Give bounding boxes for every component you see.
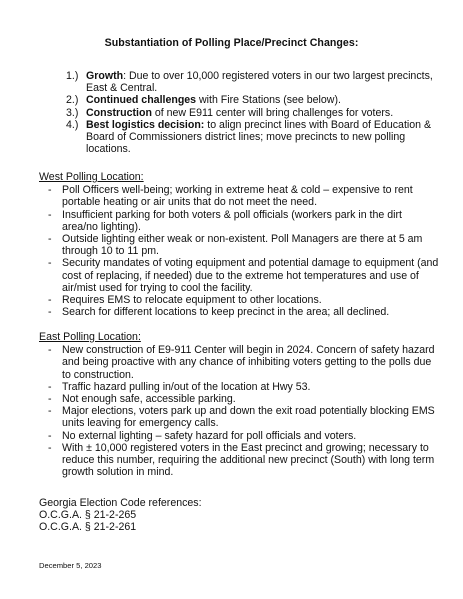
bullet-text: Poll Officers well-being; working in extreme heat & cold – expensive to rent portable heating or air units that do not meet the need.: [62, 184, 413, 209]
bullet-text: New construction of E9-911 Center will begin in 2024. Concern of safety hazard and being proactive with any chance of inhibiting voters getting to the polls due to construction.: [62, 344, 435, 381]
east-bullet-1: [39, 344, 439, 381]
west-bullet-5: [39, 294, 439, 306]
bullet-dash: -: [48, 441, 52, 454]
bullet-dash: -: [48, 208, 52, 221]
bullet-dash: -: [48, 306, 52, 319]
bullet-dash: -: [48, 233, 52, 246]
reason-number: 2.): [66, 94, 79, 107]
reason-item-2: [66, 94, 436, 106]
document-date: December 5, 2023: [39, 561, 102, 570]
reason-keyword: Growth: [86, 70, 124, 82]
bullet-text: Outside lighting either weak or non-existent. Poll Managers are there at 5 am through 10 to 11 pm.: [62, 233, 423, 258]
east-bullet-4: [39, 405, 439, 429]
reason-text: : Due to over 10,000 registered voters in our two largest precincts, East & Central.: [86, 70, 433, 95]
east-bullet-2: [39, 381, 439, 393]
bullet-text: Not enough safe, accessible parking.: [62, 393, 236, 406]
bullet-text: Security mandates of voting equipment and potential damage to equipment (and cost of replacing, if needed) due to the extreme hot temperatures and use of air/mist used for trying to cool the facility.: [62, 257, 439, 294]
bullet-text: With ± 10,000 registered voters in the East precinct and growing; necessary to reduce this number, requiring the additional new precinct (South) with long term growth solution in mind.: [62, 441, 435, 479]
reason-item-3: [66, 107, 436, 119]
references-heading: Georgia Election Code references:: [39, 497, 202, 509]
east-bullet-5: [39, 430, 439, 442]
west-section-heading: West Polling Location:: [39, 171, 144, 183]
east-section-heading: East Polling Location:: [39, 331, 141, 343]
reason-text: of new E911 center will bring challenges for voters.: [151, 106, 394, 119]
reasons-list: [66, 70, 436, 155]
bullet-text: Insufficient parking for both voters & poll officials (workers park in the dirt area/no lighting).: [62, 208, 402, 233]
east-polling-section: [39, 331, 439, 478]
reason-item-1: [66, 70, 436, 94]
page-title: Substantiation of Polling Place/Precinct Changes:: [104, 37, 359, 49]
west-bullet-1: [39, 184, 439, 208]
east-bullet-6: [39, 442, 439, 479]
reason-keyword: Continued challenges: [86, 94, 197, 107]
bullet-dash: -: [48, 380, 52, 393]
bullet-text: Traffic hazard pulling in/out of the location at Hwy 53.: [62, 380, 311, 393]
bullet-text: Search for different locations to keep precinct in the area; all declined.: [62, 306, 390, 319]
bullet-text: Major elections, voters park up and down the exit road potentially blocking EMS units leaving for emergency calls.: [62, 405, 435, 430]
reference-item: O.C.G.A. § 21-2-265: [39, 509, 137, 522]
west-bullet-4: [39, 257, 439, 294]
west-polling-section: [39, 171, 439, 318]
bullet-dash: -: [48, 294, 52, 307]
bullet-text: Requires EMS to relocate equipment to other locations.: [62, 294, 322, 307]
reason-number: 1.): [66, 70, 79, 82]
bullet-dash: -: [48, 257, 52, 270]
west-bullet-6: [39, 306, 439, 318]
west-bullet-3: [39, 233, 439, 257]
east-bullet-3: [39, 393, 439, 405]
reason-keyword: Construction: [86, 106, 152, 119]
election-code-references: [39, 497, 202, 534]
reason-keyword: Best logistics decision:: [86, 118, 205, 131]
bullet-dash: -: [48, 405, 52, 418]
bullet-dash: -: [48, 429, 52, 442]
reason-text: with Fire Stations (see below).: [196, 94, 341, 107]
bullet-dash: -: [48, 344, 52, 357]
reason-number: 4.): [66, 118, 79, 131]
bullet-dash: -: [48, 184, 52, 197]
bullet-text: No external lighting – safety hazard for poll officials and voters.: [62, 429, 357, 442]
reason-text: to align precinct lines with Board of Education & Board of Commissioners district lines; move precincts to new polling locations.: [86, 118, 432, 156]
reference-item: O.C.G.A. § 21-2-261: [39, 521, 137, 534]
reason-number: 3.): [66, 106, 79, 119]
bullet-dash: -: [48, 393, 52, 406]
reason-item-4: [66, 119, 436, 156]
west-bullet-2: [39, 209, 439, 233]
